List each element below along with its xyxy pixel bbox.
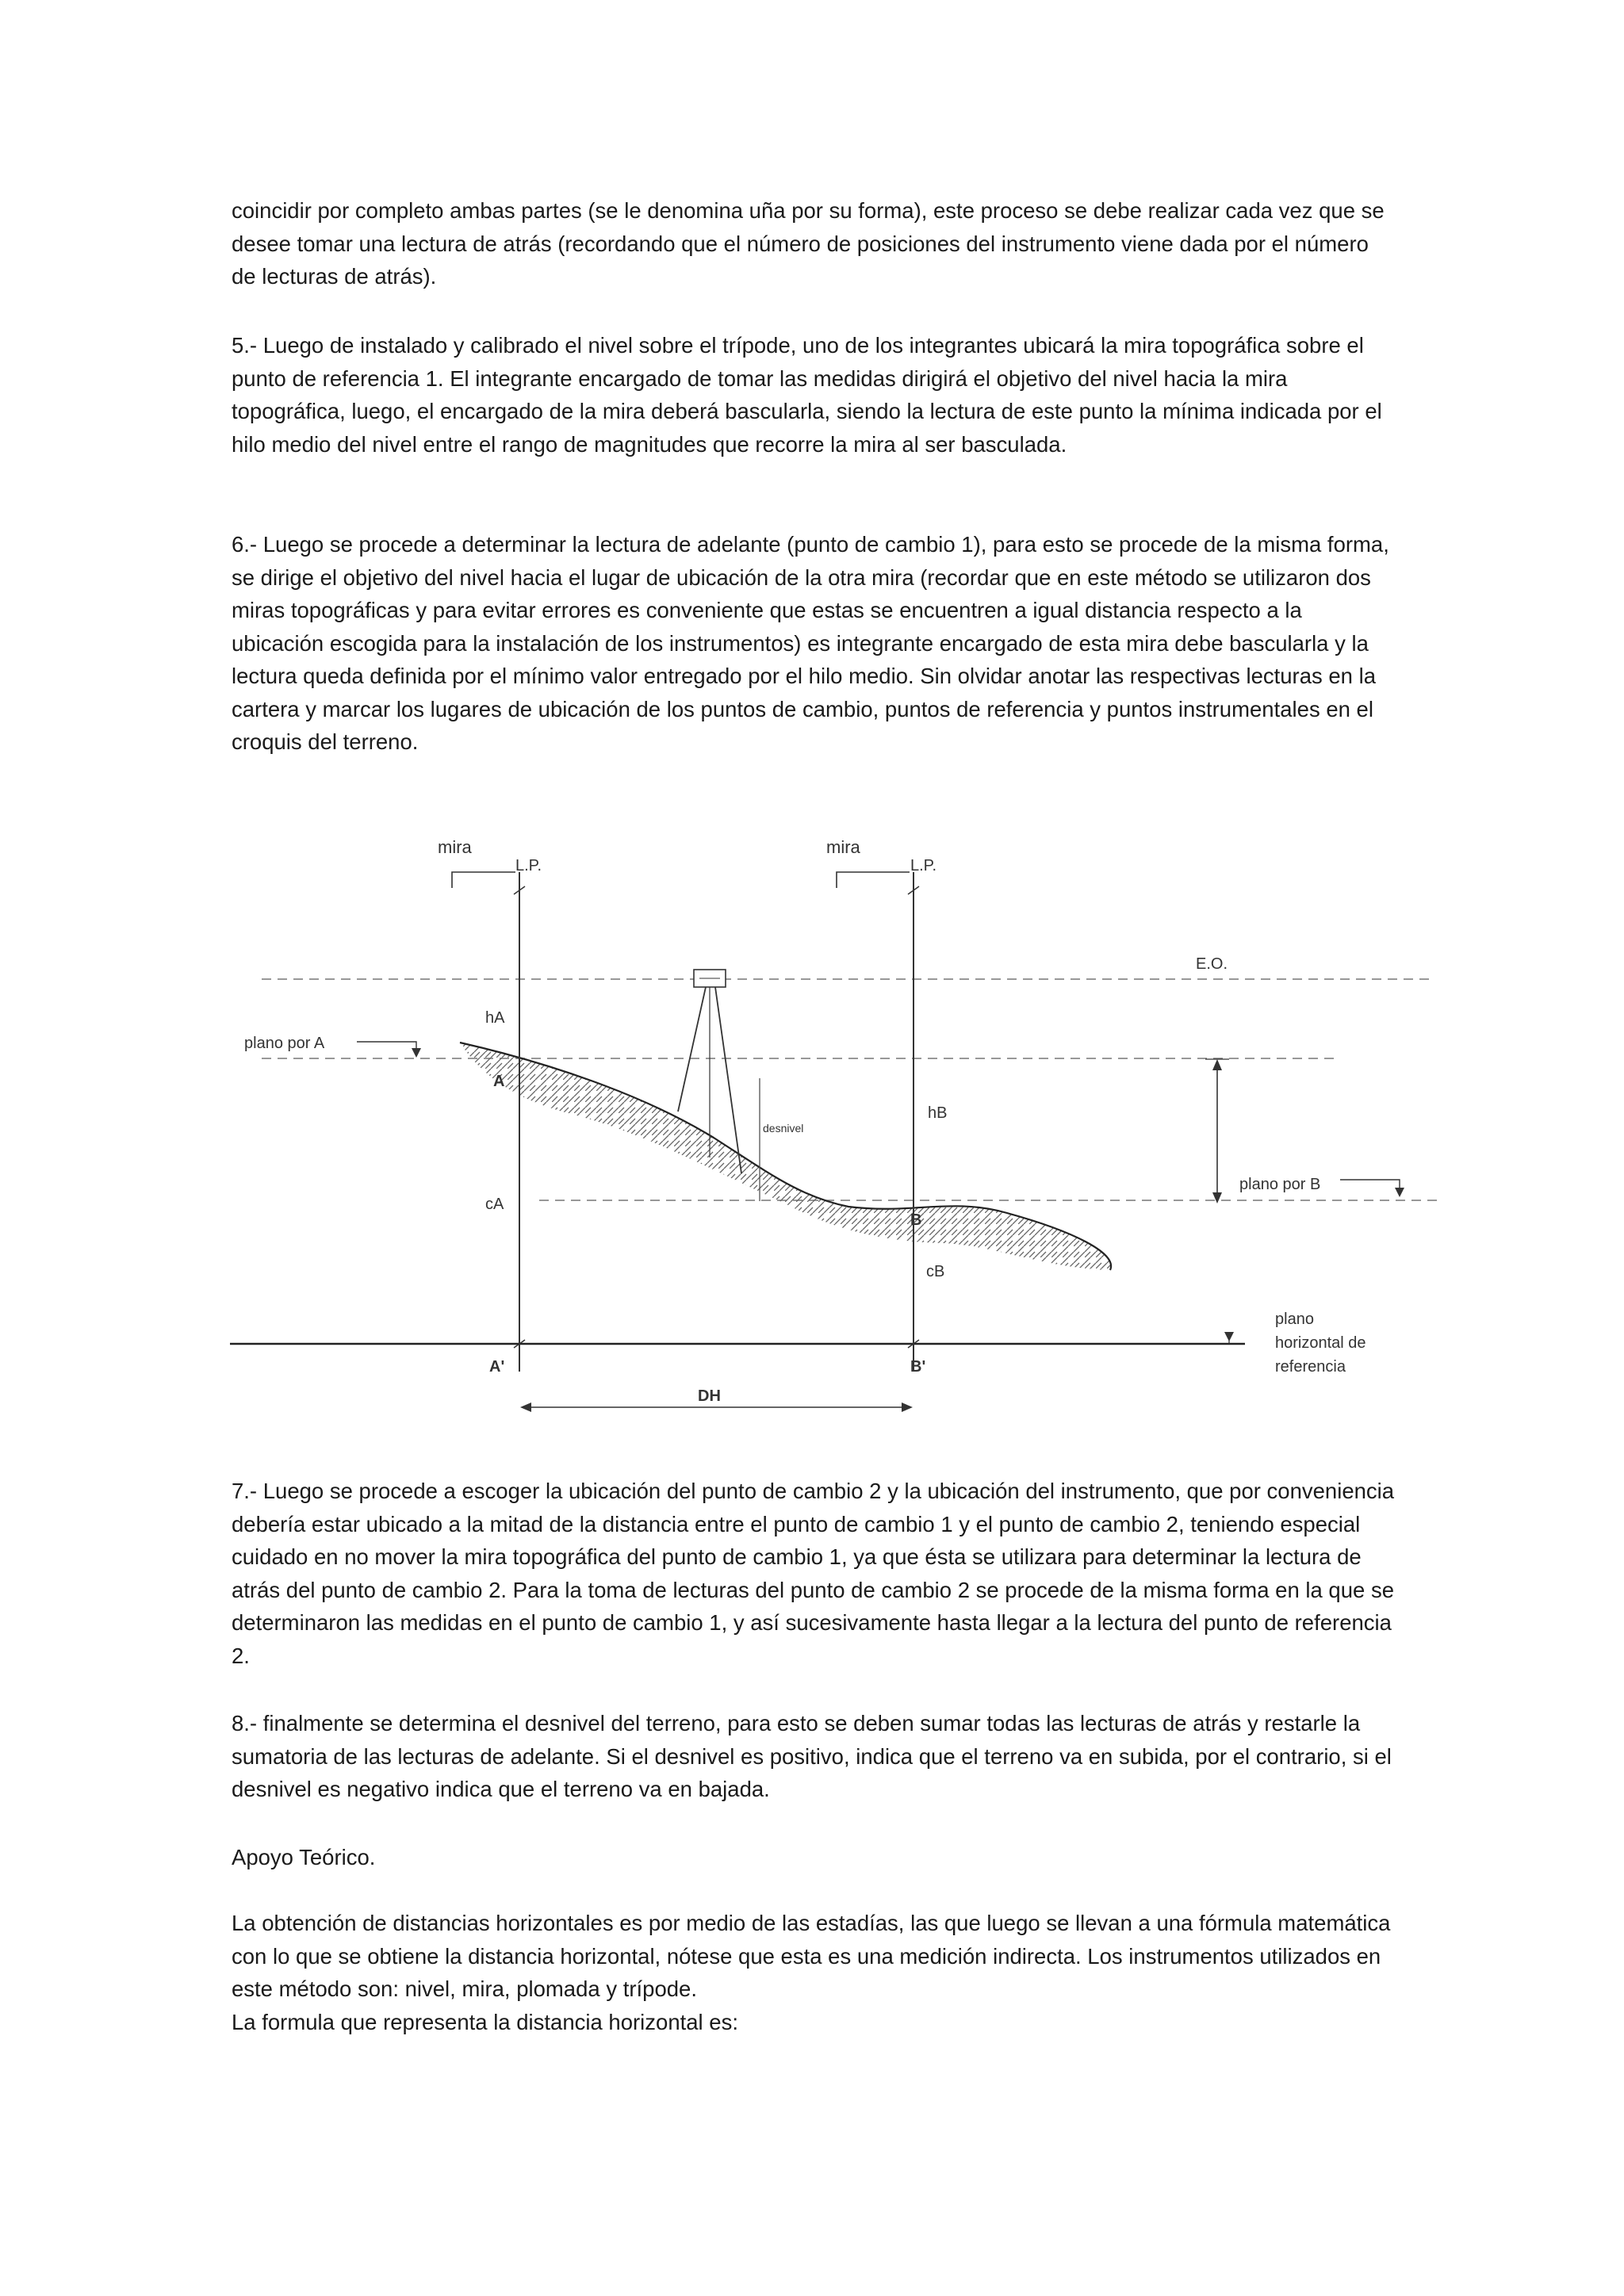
section-heading-apoyo-teorico: Apoyo Teórico.	[232, 1845, 376, 1869]
desnivel-label: desnivel	[763, 1122, 804, 1135]
ca-label: cA	[485, 1196, 504, 1213]
paragraph-theory: La obtención de distancias horizontales es por medio de las estadías, las que luego se llevan a una fórmula matemática con lo que se obtiene la distancia horizontal, nótese que esta es una medición indirecta. Los instrumentos utilizados en este método son: nivel, mira, plomada y trípode. La formula que representa la distancia horizontal es:	[232, 1911, 1391, 2034]
point-a-prime-label: A'	[489, 1358, 505, 1376]
ref-plane-label-1: plano	[1275, 1311, 1314, 1328]
point-a-label: A	[493, 1073, 505, 1090]
plano-b-label: plano por B	[1239, 1176, 1321, 1193]
paragraph-step-7: 7.- Luego se procede a escoger la ubicación del punto de cambio 2 y la ubicación del instrumento, que por conveniencia debería estar ubicado a la mitad de la distancia entre el punto de cambio 1 y el punto de cambio 2, teniendo especial cuidado en no mover la mira topográfica del punto de cambio 1, ya que ésta se utilizara para determinar la lectura de atrás del punto de cambio 2. Para la toma de lecturas del punto de cambio 2 se procede de la misma forma en la que se determinaron las medidas en el punto de cambio 1, y así sucesivamente hasta llegar a la lectura del punto de referencia 2.	[232, 1479, 1395, 1668]
paragraph-intro: coincidir por completo ambas partes (se le denomina uña por su forma), este proceso se debe realizar cada vez que se desee tomar una lectura de atrás (recordando que el número de posiciones del instrumento viene dada por el número de lecturas de atrás).	[232, 198, 1385, 289]
point-b-prime-label: B'	[910, 1358, 926, 1376]
cb-label: cB	[926, 1263, 945, 1280]
paragraph-step-5: 5.- Luego de instalado y calibrado el nivel sobre el trípode, uno de los integrantes ubicará la mira topográfica sobre el punto de referencia 1. El integrante encargado de tomar las medidas dirigirá el objetivo del nivel hacia la mira topográfica, luego, el encargado de la mira deberá bascularla, siendo la lectura de este punto la mínima indicada por el hilo medio del nivel entre el rango de magnitudes que recorre la mira al ser basculada.	[232, 333, 1382, 457]
ref-plane-label-3: referencia	[1275, 1358, 1346, 1376]
plano-a-label: plano por A	[244, 1035, 325, 1052]
leveling-diagram	[230, 825, 1451, 1435]
mira-right-label: mira	[826, 837, 860, 857]
lp-left-label: L.P.	[515, 857, 542, 874]
lp-right-label: L.P.	[910, 857, 936, 874]
paragraph-step-6: 6.- Luego se procede a determinar la lectura de adelante (punto de cambio 1), para esto se procede de la misma forma, se dirige el objetivo del nivel hacia el lugar de ubicación de la otra mira (recordar que en este método se utilizaron dos miras topográficas y para evitar errores es conveniente que estas se encuentren a igual distancia respecto a la ubicación escogida para la instalación de los instrumentos) es integrante encargado de esta mira debe bascularla y la lectura queda definida por el mínimo valor entregado por el hilo medio. Sin olvidar anotar las respectivas lecturas en la cartera y marcar los lugares de ubicación de los puntos de cambio, puntos de referencia y puntos instrumentales en el croquis del terreno.	[232, 532, 1389, 754]
ha-label: hA	[485, 1009, 505, 1027]
ref-plane-label-2: horizontal de	[1275, 1334, 1366, 1352]
terrain-hatch	[460, 1043, 1111, 1270]
tripod-leg-left	[678, 987, 706, 1112]
mira-left-label: mira	[438, 837, 472, 857]
paragraph-step-8: 8.- finalmente se determina el desnivel del terreno, para esto se deben sumar todas las lecturas de atrás y restarle la sumatoria de las lecturas de adelante. Si el desnivel es positivo, indica que el terreno va en subida, por el contrario, si el desnivel es negativo indica que el terreno va en bajada.	[232, 1711, 1392, 1801]
eo-label: E.O.	[1196, 955, 1228, 973]
point-b-label: B	[910, 1211, 922, 1229]
hb-label: hB	[928, 1104, 948, 1122]
dh-label: DH	[698, 1387, 721, 1405]
